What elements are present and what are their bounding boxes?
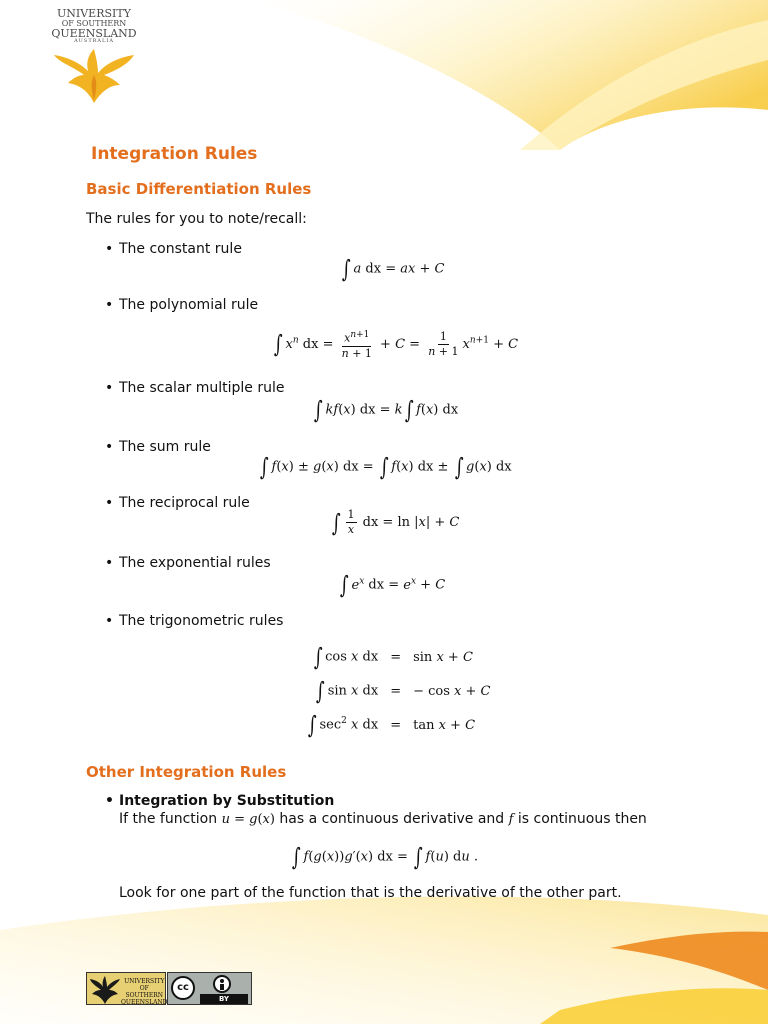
rule-polynomial-label: • The polynomial rule <box>119 297 258 313</box>
substitution-f-symbol: f <box>508 812 514 827</box>
footer-logo-line1: UNIVERSITY <box>124 978 165 985</box>
phoenix-icon <box>50 45 138 105</box>
intro-text: The rules for you to note/recall: <box>86 211 307 227</box>
footer-logo-line3: QUEENSLAND <box>121 999 168 1006</box>
rule-trig-label: • The trigonometric rules <box>119 613 283 629</box>
logo-line2: OF SOUTHERN <box>61 18 127 28</box>
rule-scalar-label: • The scalar multiple rule <box>119 380 284 396</box>
cc-icon: cc <box>171 976 195 1000</box>
footer-university-logo <box>86 972 166 1005</box>
substitution-text-after: is continuous then <box>517 811 647 827</box>
logo-line1: UNIVERSITY <box>57 7 131 20</box>
formula-substitution: ∫ f(g(x))g′(x) dx = ∫ f(u) du . <box>291 843 478 871</box>
creative-commons-badge[interactable] <box>167 972 252 1005</box>
rule-sum-label: • The sum rule <box>119 439 211 455</box>
rule-reciprocal-label: • The reciprocal rule <box>119 495 250 511</box>
rule-constant-label: • The constant rule <box>119 241 242 257</box>
formula-sum: ∫ f(x) ± g(x) dx = ∫ f(x) dx ± ∫ g(x) dx <box>259 453 512 481</box>
formula-constant: ∫ a dx = ax + C <box>341 255 445 283</box>
formula-reciprocal: ∫ $\frac{1}{x}$ dx = ln |x| + C <box>331 508 460 537</box>
attribution-person-icon <box>213 975 231 993</box>
formula-trig-cos: ∫ cos x dx = sin x + C <box>313 643 473 671</box>
substitution-text-before: If the function <box>119 811 218 827</box>
section-heading-other: Other Integration Rules <box>86 763 287 781</box>
formula-trig-sec: ∫ $\sec^2 x$ dx = tan x + C <box>307 711 476 739</box>
logo-line4: AUSTRALIA <box>74 38 114 45</box>
by-label: BY <box>200 994 248 1004</box>
footer-logo-line2: OF SOUTHERN <box>125 985 163 999</box>
formula-trig-sin: ∫ sin x dx = − cos x + C <box>316 677 491 705</box>
substitution-title: • Integration by Substitution <box>119 793 334 809</box>
formula-trig-block <box>300 640 497 742</box>
footer-phoenix-icon <box>89 974 121 1005</box>
section-heading-basic: Basic Differentiation Rules <box>86 180 312 198</box>
logo-line3: QUEENSLAND <box>51 26 137 40</box>
formula-exponential: ∫ $e^x$ dx = $e^x + C$ <box>339 571 446 599</box>
university-logo <box>50 8 138 108</box>
substitution-u-def: u = g(x) <box>221 812 275 827</box>
formula-polynomial: ∫ $x^n$ dx = $\frac{x^{n+1}}{n + 1}$ + C = $\frac{1}{n + 1}$ $x^{n+1} + C$ <box>273 329 519 360</box>
rule-exponential-label: • The exponential rules <box>119 555 271 571</box>
substitution-condition <box>119 811 647 827</box>
substitution-note: Look for one part of the function that is the derivative of the other part. <box>119 885 622 901</box>
substitution-text-mid: has a continuous derivative and <box>279 811 505 827</box>
formula-scalar: ∫ kf(x) dx = k∫ f(x) dx <box>313 396 459 424</box>
page-title: Integration Rules <box>91 144 258 164</box>
